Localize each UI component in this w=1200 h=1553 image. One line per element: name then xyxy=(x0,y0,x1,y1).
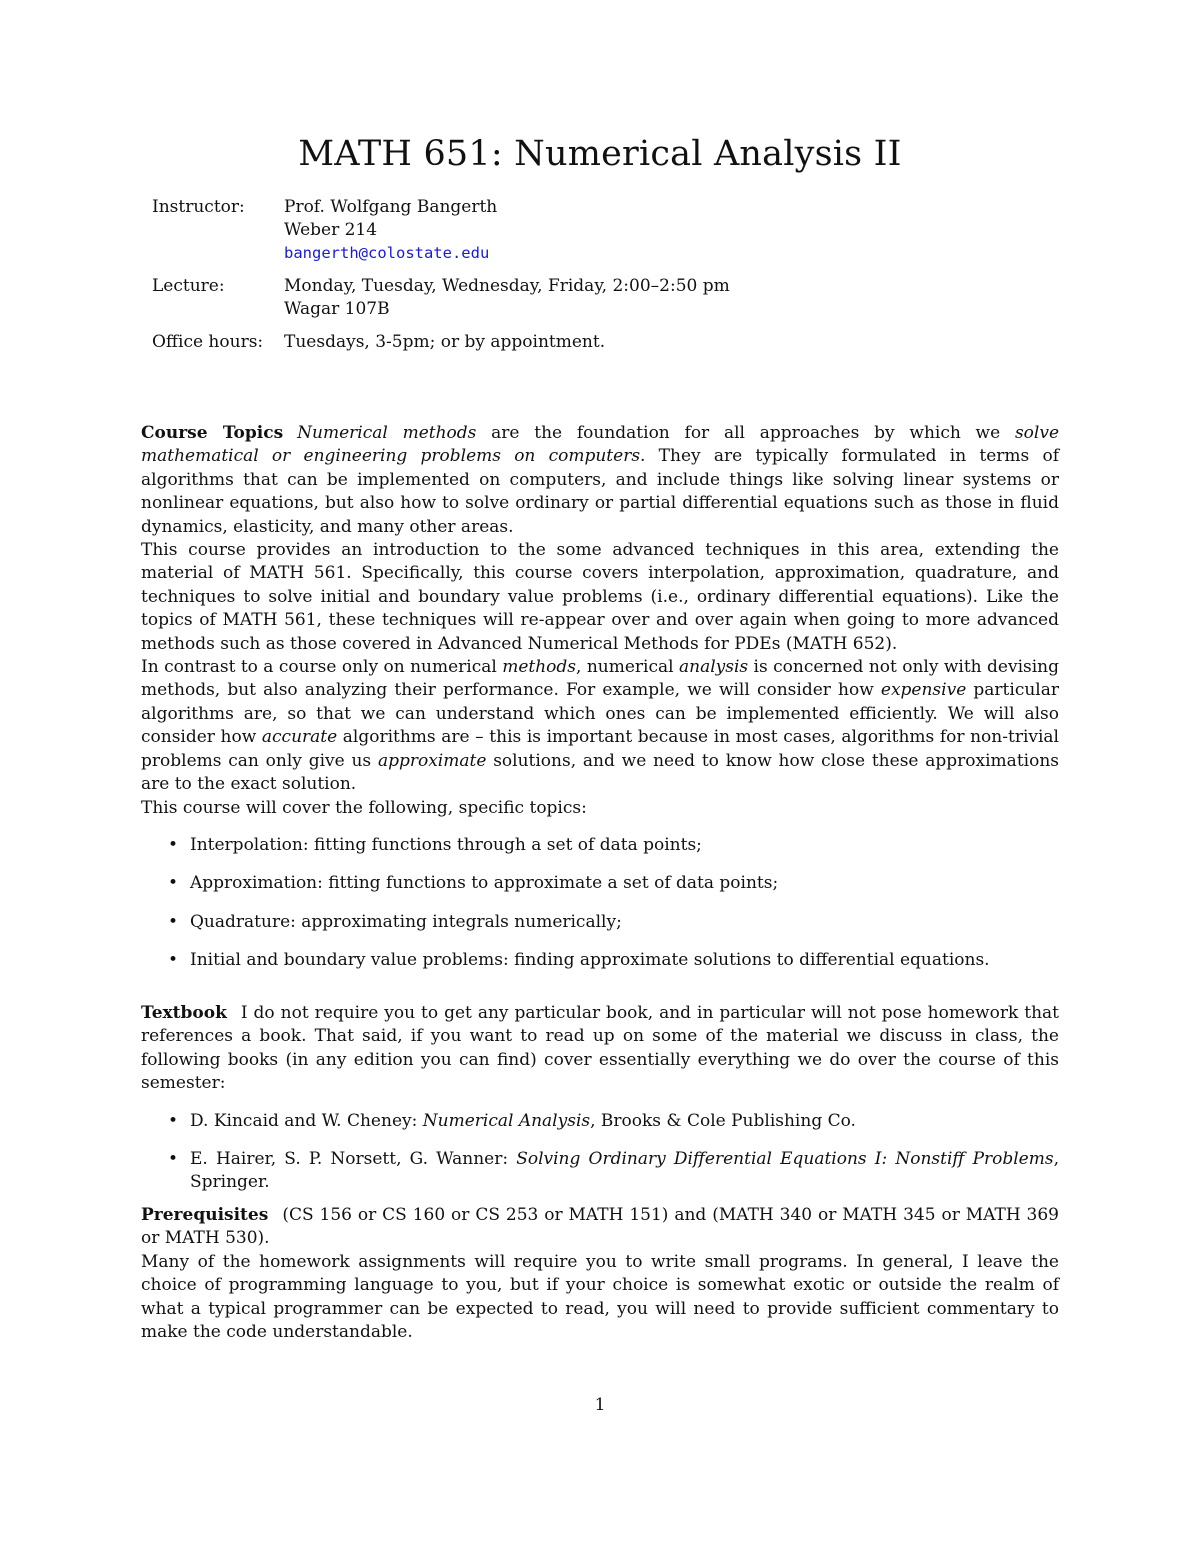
course-topics-paragraph-3 xyxy=(141,656,1059,796)
topics-list xyxy=(141,834,1059,973)
page-title: MATH 651: Numerical Analysis II xyxy=(298,134,902,174)
lecture-label: Lecture: xyxy=(152,276,225,296)
text-span: are the foundation for all approaches by which we xyxy=(476,423,1015,443)
book-title: Numerical Analysis xyxy=(422,1110,591,1131)
office-hours-row xyxy=(152,331,730,354)
book-publisher: , Brooks & Cole Publishing Co. xyxy=(590,1110,856,1131)
instructor-label: Instructor: xyxy=(152,197,245,217)
instructor-values xyxy=(284,196,497,265)
books-list xyxy=(141,1110,1059,1195)
prerequisites-section xyxy=(141,1204,1059,1344)
lecture-values xyxy=(284,275,730,321)
emphasis-expensive: expensive xyxy=(880,680,967,701)
emphasis-solve-problems: solve mathematical or engineering problems on computers. xyxy=(141,423,1060,467)
list-item: • Initial and boundary value problems: finding approximate solutions to differential equations. xyxy=(141,949,1059,972)
instructor-email-link[interactable]: bangerth@colostate.edu xyxy=(284,244,490,262)
text-span: I do not require you to get any particular book, and in particular will not pose homework that references a book. That said, if you want to read up on some of the material we discuss in class, the following books (in any edition you can find) cover essentially everything we do over the course of this semester: xyxy=(141,1003,1059,1094)
prerequisites-paragraph-1 xyxy=(141,1204,1059,1251)
emphasis-numerical-methods: Numerical methods xyxy=(297,423,477,443)
lecture-time: Monday, Tuesday, Wednesday, Friday, 2:00–2:50 pm xyxy=(284,276,730,296)
textbook-paragraph xyxy=(141,1002,1059,1096)
text-span: is concerned not only with devising methods, but also analyzing their performance. For example, we will consider how xyxy=(141,657,1060,701)
course-info-block xyxy=(152,196,730,354)
text-span: (CS 156 or CS 160 or CS 253 or MATH 151) and (MATH 340 or MATH 345 or MATH 369 or MATH 530). xyxy=(141,1205,1059,1249)
page-number: 1 xyxy=(594,1395,606,1415)
instructor-row xyxy=(152,196,730,265)
lecture-room: Wagar 107B xyxy=(284,299,390,319)
office-hours-label: Office hours: xyxy=(152,332,264,352)
text-span: , numerical xyxy=(576,657,679,678)
prerequisites-paragraph-2: Many of the homework assignments will require you to write small programs. In general, I leave the choice of programming language to you, but if your choice is somewhat exotic or outside the realm of what a typical programmer can be expected to read, you will need to provide sufficient commentary to make the code understandable. xyxy=(141,1251,1059,1343)
emphasis-analysis: analysis xyxy=(678,657,749,678)
textbook-section xyxy=(141,1002,1059,1195)
list-item: • Approximation: fitting functions to approximate a set of data points; xyxy=(141,872,1059,895)
prerequisites-heading: Prerequisites xyxy=(141,1205,269,1225)
text-span: In contrast to a course only on numerical xyxy=(141,657,503,678)
course-topics-section xyxy=(141,422,1059,973)
office-hours-value: Tuesdays, 3-5pm; or by appointment. xyxy=(284,332,606,352)
course-topics-paragraph-1 xyxy=(141,422,1059,539)
emphasis-approximate: approximate xyxy=(377,750,487,771)
text-span: algorithms are – this is important because in most cases, algorithms for non-trivial problems can only give us xyxy=(141,727,1059,771)
book-authors: D. Kincaid and W. Cheney: xyxy=(190,1110,423,1131)
text-span: solutions, and we need to know how close these approximations are to the exact solution. xyxy=(141,750,1059,795)
course-topics-paragraph-4: This course will cover the following, specific topics: xyxy=(141,797,587,818)
text-span: particular algorithms are, so that we can understand which ones can be implemented efficiently. We will also consider how xyxy=(141,680,1059,748)
list-item xyxy=(141,1110,1059,1133)
course-topics-paragraph-2: This course provides an introduction to the some advanced techniques in this area, extending the material of MATH 561. Specifically, this course covers interpolation, approximation, quadrature, and techniques to solve initial and boundary value problems (i.e., ordinary differential equations). Like the topics of MATH 561, these techniques will re-appear over and over again when going to more advanced methods such as those covered in Advanced Numerical Methods for PDEs (MATH 652). xyxy=(141,540,1059,654)
list-item: • Interpolation: fitting functions through a set of data points; xyxy=(141,834,1059,857)
course-topics-heading: Course Topics xyxy=(141,423,284,443)
list-item xyxy=(141,1148,1059,1195)
instructor-name: Prof. Wolfgang Bangerth xyxy=(284,197,498,217)
textbook-heading: Textbook xyxy=(141,1003,227,1023)
book-authors: E. Hairer, S. P. Norsett, G. Wanner: xyxy=(190,1149,517,1170)
book-title: Solving Ordinary Differential Equations I: Nonstiff Problems xyxy=(516,1149,1054,1170)
instructor-office: Weber 214 xyxy=(284,220,378,240)
emphasis-methods: methods xyxy=(502,657,577,678)
text-span: They are typically formulated in terms of algorithms that can be implemented on computers, and include things like solving linear systems or nonlinear equations, but also how to solve ordinary or partial differential equations such as those in fluid dynamics, elasticity, and many other areas. xyxy=(141,446,1059,537)
book-publisher: , Springer. xyxy=(190,1149,1059,1193)
lecture-row xyxy=(152,275,730,321)
emphasis-accurate: accurate xyxy=(261,727,338,748)
list-item: • Quadrature: approximating integrals numerically; xyxy=(141,911,1059,934)
